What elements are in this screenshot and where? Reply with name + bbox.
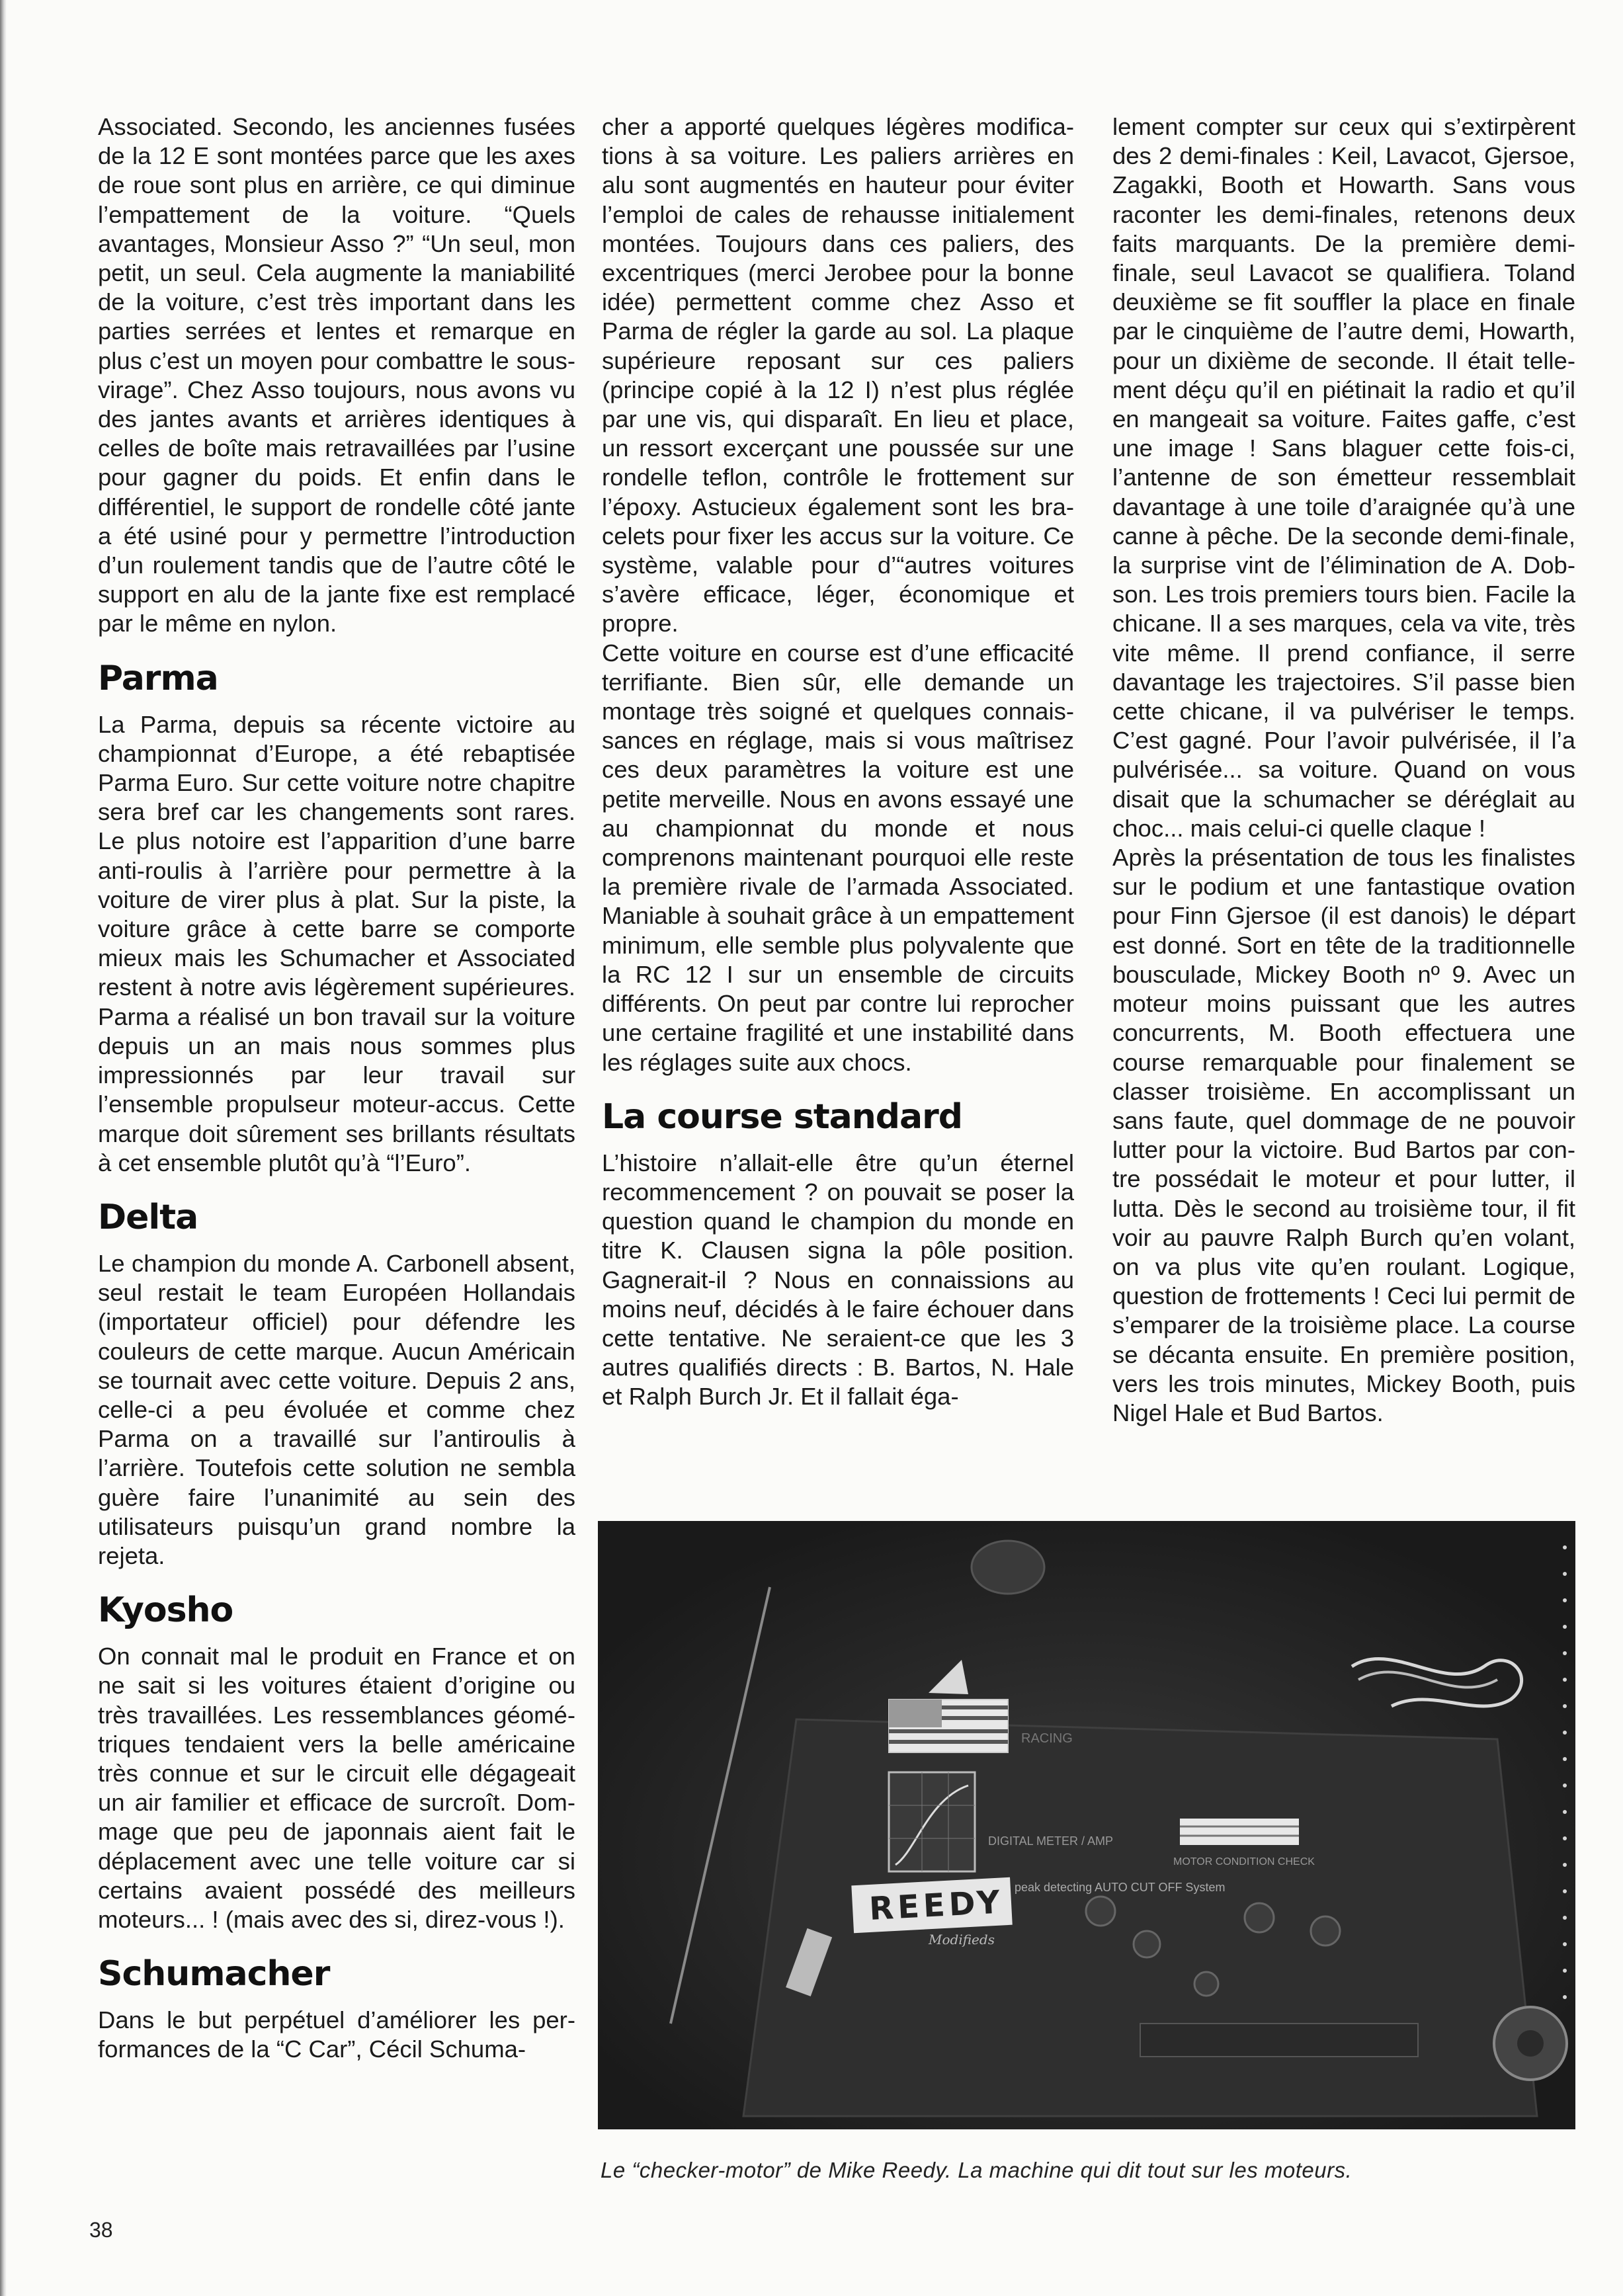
paragraph: Le champion du monde A. Carbonell absent, seul restait le team Européen Hollandais (importateur officiel) pour défendre les couleurs de cette marque. Aucun Américain se tournait avec cette voiture. Depuis 2 ans, celle-ci a peu évoluée et comme chez Parma on a travaillé sur l’antiroulis à l’arrière. Toutefois cette solution ne sembla guère faire l’unanimité au sein des utilisateurs puisqu’un grand nombre la rejeta.	[98, 1249, 575, 1569]
column-right	[1112, 112, 1575, 1428]
photo-caption: Le “checker-motor” de Mike Reedy. La machine qui dit tout sur les moteurs.	[601, 2158, 1352, 2182]
section-heading-parma: Parma	[98, 658, 218, 698]
svg-text:Modifieds: Modifieds	[929, 1932, 995, 1948]
paragraph: Après la présentation de tous les finalistes sur le podium et une fantastique ovation pour Finn Gjersoe (il est danois) le départ est donné. Sort en tête de la traditionnelle bousculade, Mickey Booth nº 9. Avec un moteur moins puissant que les autres concurrents, M. Booth effectuera une course remarquable pour finalement se classer troisième. En accomplissant un sans faute, quel dommage de ne pouvoir lutter pour la victoire. Bud Bartos par contre possédait le moteur et pour lutter, il lutta. Dès le second au troisième tour, il fit voir au pauvre Ralph Burch qu’en volant, on va plus vite qu’en roulant. Logique, question de frottements ! Ceci lui permit de s’emparer de la troisième place. La course se décanta ensuite. En première position, vers les trois minutes, Mickey Booth, puis Nigel Hale et Bud Bartos.	[1112, 844, 1575, 1426]
panel-label-meter: DIGITAL METER / AMP	[988, 1834, 1114, 1848]
section-heading-schumacher: Schumacher	[98, 1954, 330, 1994]
paragraph: La Parma, depuis sa récente victoire au championnat d’Europe, a été rebaptisée Parma Euro. Sur cette voiture notre chapitre sera bref car les changements sont rares. Le plus notoire est l’apparition d’une barre anti-roulis à l’arrière pour permettre à la voiture de virer plus à plat. Sur la piste, la voiture grâce à cette barre se comporte mieux mais les Schumacher et Associated restent à notre avis légèrement supérieures. Parma a réalisé un bon travail sur la voiture depuis un an mais nous sommes plus impressionnés par leur travail sur l’ensemble propulseur moteur-accus. Cette marque doit sûrement ses brillants résultats à cet ensemble plutôt qu’à “l’Euro”.	[98, 710, 575, 1176]
paragraph: On connait mal le produit en France et on ne sait si les voitures étaient d’origine ou très travaillées. Les ressemblances géométriques tendaient vers la belle américaine très connue et sur le circuit elle dégageait un air familier et efficace de surcroît. Dommage que peu de japonnais aient fait le déplacement avec une telle voiture car si certains avaient possédé des meilleurs moteurs... ! (mais avec des si, direz-vous !).	[98, 1643, 575, 1933]
paragraph: Associated. Secondo, les anciennes fusées de la 12 E sont montées parce que les axes de roue sont plus en arrière, ce qui diminue l’empattement de la voiture. “Quels avantages, Monsieur Asso ?” “Un seul, mon petit, un seul. Cela augmente la maniabilité de la voiture, c’est très important dans les parties serrées et lentes et remarque en plus c’est un moyen pour combattre le sous-virage”. Chez Asso toujours, nous avons vu des jantes avants et arrières identiques à celles de boîte mais retravaillées par l’usine pour gagner du poids. Et enfin dans le différentiel, le support de rondelle côté jante a été usiné pour y permettre l’introduction d’un roulement tandis que de l’autre côté le support en alu de la jante fixe est remplacé par le même en nylon.	[98, 113, 575, 637]
paragraph: Dans le but perpétuel d’améliorer les performances de la “C Car”, Cécil Schuma-	[98, 2006, 575, 2063]
paragraph: L’histoire n’allait-elle être qu’un éternel recommencement ? on pouvait se poser la question quand le champion du monde en titre K. Clausen signa la pôle position. Gagnerait-il ? Nous en connaissions au moins neuf, décidés à le faire échouer dans cette tentative. Ne seraient-ce que les 3 autres qualifiés directs : B. Bartos, N. Hale et Ralph Burch Jr. Et il fallait éga-	[602, 1149, 1074, 1411]
paragraph: cher a apporté quelques légères modifications à sa voiture. Les paliers arrières en alu sont augmentés en hauteur pour éviter l’emploi de cales de rehausse initialement montées. Toujours dans ces paliers, des excentriques (merci Jerobee pour la bonne idée) permettent comme chez Asso et Parma de régler la garde au sol. La plaque supérieure reposant sur ces paliers (principe copié à la 12 I) n’est plus réglée par une vis, qui disparaît. En lieu et place, un ressort excerçant une poussée sur une rondelle teflon, contrôle le frottement sur l’époxy. Astucieux également sont les bracelets pour fixer les accus sur la voiture. Ce système, valable pour d’“autres voitures s’avère efficace, léger, économique et propre.	[602, 113, 1074, 637]
flag-label: RACING	[1021, 1731, 1073, 1746]
page-spine-shadow	[0, 0, 7, 2296]
paragraph: lement compter sur ceux qui s’extirpèrent des 2 demi-finales : Keil, Lavacot, Gjersoe, Zagakki, Booth et Howarth. Sans vous raconter les demi-finales, retenons deux faits marquants. De la première demi-finale, seul Lavacot se qualifiera. Toland deuxième se fit souffler la place en finale par le cinquième de l’autre demi, Howarth, pour un dixième de seconde. Il était tellement déçu qu’il en piétinait la radio et qu’il en mangeait sa voiture. Faites gaffe, c’est une image ! Sans blaguer cette fois-ci, l’antenne de son émetteur ressemblait davantage à une toile d’araignée qu’à une canne à pêche. De la seconde demi-finale, la surprise vint de l’élimination de A. Dobson. Les trois premiers tours bien. Facile la chicane. Il a ses marques, cela va vite, très vite même. Il prend confiance, il serre davantage les trajectoires. S’il passe bien cette chicane, il va pulvériser le temps. C’est gagné. Pour l’avoir pulvérisée, il l’a pulvérisée... sa voiture. Quand on vous disait que la schumacher se déréglait au choc... mais celui-ci quelle claque !	[1112, 113, 1575, 842]
graph-meter	[889, 1772, 975, 1871]
column-middle	[602, 112, 1074, 1412]
panel-label-peak: peak detecting AUTO CUT OFF System	[1015, 1881, 1226, 1894]
column-left	[98, 112, 575, 2065]
paragraph: Cette voiture en course est d’une efficacité terrifiante. Bien sûr, elle demande un montage très soigné et quelques connaissances en réglage, mais si vous maîtrisez ces deux paramètres la voiture est une petite merveille. Nous en avons essayé une au championnat du monde et nous comprenons maintenant pourquoi elle reste la première rivale de l’armada Associated. Maniable à souhait grâce à un empattement minimum, elle semble plus polyvalente que la RC 12 I sur un ensemble de circuits différents. On peut par contre lui reprocher une certaine fragilité et une instabilité dans les réglages suite aux chocs.	[602, 639, 1074, 1076]
section-heading-kyosho: Kyosho	[98, 1590, 233, 1631]
section-heading-delta: Delta	[98, 1197, 198, 1237]
page-number: 38	[89, 2218, 113, 2242]
panel-label-motor-check: MOTOR CONDITION CHECK	[1173, 1856, 1315, 1867]
section-heading-course-standard: La course standard	[602, 1096, 962, 1137]
checker-motor-photo	[598, 1521, 1575, 2129]
svg-text:REEDY: REEDY	[868, 1883, 1005, 1928]
